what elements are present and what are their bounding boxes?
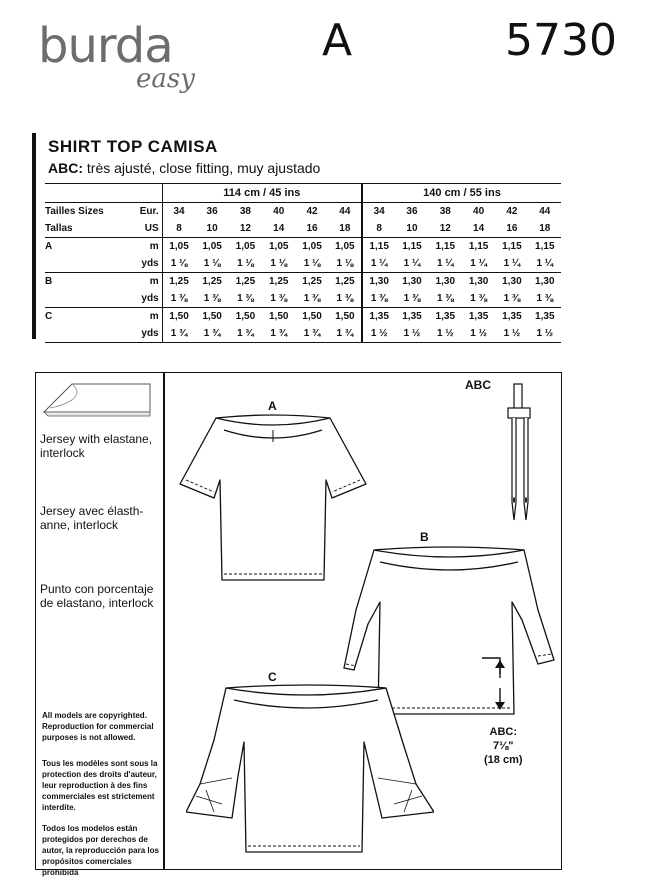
needle-label: ABC [465, 378, 491, 392]
amount-cell: 1,35 [535, 311, 555, 322]
yardage-rows [45, 238, 561, 343]
amount-cell: 1 ⅛ [195, 255, 228, 273]
eur-size: 38 [439, 206, 451, 217]
yardage-table [45, 183, 561, 343]
amount-cell: 1,35 [435, 311, 456, 322]
pattern-number: 5730 [505, 15, 617, 66]
amount-cell: 1 ⅜ [462, 290, 495, 308]
fabric-en: Jersey with elastane, interlock [40, 432, 153, 460]
amount-cell: 1 ¼ [362, 255, 395, 273]
amount-cell: 1,15 [468, 241, 489, 252]
yardage-row [45, 308, 561, 326]
us-size: 10 [395, 220, 428, 238]
copyright-fr: Tous les modèles sont sous la protection des droits d'auteur, leur reproduction à des fins commerciales est strictement interdite. [42, 759, 158, 812]
amount-cell: 1 ½ [395, 325, 428, 343]
us-size: 12 [429, 220, 462, 238]
amount-cell: 1,30 [502, 276, 522, 287]
view-letter-cell [45, 325, 114, 343]
amount-cell: 1,05 [169, 241, 189, 252]
us-size: 10 [195, 220, 228, 238]
eur-size: 36 [406, 206, 418, 217]
fabric-fr: Jersey avec élasth-anne, interlock [40, 504, 144, 532]
yardage-row [45, 290, 561, 308]
amount-cell: 1 ¼ [429, 255, 462, 273]
amount-cell: 1 ½ [462, 325, 495, 343]
amount-cell: 1 ⅜ [262, 290, 295, 308]
amount-cell: 1,50 [202, 311, 222, 322]
amount-cell: 1,25 [329, 273, 362, 291]
amount-cell: 1,35 [402, 311, 422, 322]
eur-size: 40 [473, 206, 485, 217]
unit-cell: yds [114, 325, 162, 343]
amount-cell: 1 ¾ [229, 325, 262, 343]
fabric-es: Punto con porcentaje de elastano, interlock [40, 582, 154, 610]
amount-cell: 1 ⅛ [262, 255, 295, 273]
amount-cell: 1,25 [202, 276, 222, 287]
view-letter-cell: C [45, 311, 53, 322]
length-label [484, 725, 523, 767]
brand-subline: easy [136, 64, 195, 94]
amount-cell: 1,05 [329, 238, 362, 256]
unit-cell: yds [114, 255, 162, 273]
twin-needle-icon [500, 382, 540, 528]
amount-cell: 1 ⅜ [362, 290, 395, 308]
view-c-label: C [268, 670, 277, 684]
amount-cell: 1,30 [468, 276, 489, 287]
amount-cell: 1 ⅜ [195, 290, 228, 308]
us-size: 14 [462, 220, 495, 238]
view-letter-cell [45, 255, 114, 273]
us-label: US [114, 220, 162, 238]
amount-cell: 1,50 [302, 311, 322, 322]
unit-cell: m [114, 308, 162, 326]
copyright-es: Todos los modelos están protegidos por derechos de autor, la reproducción para los propósitos comerciales prohibida [42, 824, 159, 877]
length-inches: 7⅛" [493, 740, 514, 752]
us-size: 18 [529, 220, 561, 238]
garment-title: SHIRT TOP CAMISA [48, 137, 218, 156]
amount-cell: 1 ⅜ [295, 290, 328, 308]
amount-cell: 1 ¾ [329, 325, 362, 343]
view-letter-cell [45, 290, 114, 308]
amount-cell: 1,35 [502, 311, 522, 322]
amount-cell: 1 ¼ [495, 255, 528, 273]
eur-label: Eur. [114, 203, 162, 221]
fit-prefix: ABC: [48, 160, 83, 176]
sizes-label-es: Tallas [45, 220, 114, 238]
amount-cell: 1,30 [369, 276, 389, 287]
amount-cell: 1,25 [169, 276, 189, 287]
amount-cell: 1 ⅜ [329, 290, 362, 308]
amount-cell: 1 ⅛ [162, 255, 195, 273]
us-size: 12 [229, 220, 262, 238]
amount-cell: 1 ⅜ [429, 290, 462, 308]
amount-cell: 1 ¾ [262, 325, 295, 343]
eur-size: 44 [539, 206, 551, 217]
amount-cell: 1,15 [502, 241, 522, 252]
fabric-width-114: 114 cm / 45 ins [162, 184, 362, 203]
amount-cell: 1 ½ [529, 325, 561, 343]
amount-cell: 1,15 [535, 241, 555, 252]
eur-size: 42 [306, 206, 318, 217]
amount-cell: 1 ⅜ [229, 290, 262, 308]
unit-cell: m [114, 238, 162, 256]
brand-name: burda [38, 18, 173, 74]
yardage-row [45, 325, 561, 343]
sizes-label: Tailles Sizes [45, 206, 104, 217]
copyright-en: All models are copyrighted. Reproduction for commercial purposes is not allowed. [42, 711, 154, 742]
amount-cell: 1 ¾ [295, 325, 328, 343]
yardage-row [45, 255, 561, 273]
yardage-row [45, 238, 561, 256]
view-a-label: A [268, 399, 277, 413]
us-size: 16 [295, 220, 328, 238]
amount-cell: 1 ⅜ [162, 290, 195, 308]
eur-size: 34 [373, 206, 385, 217]
title-bar [32, 133, 36, 339]
yardage-row [45, 273, 561, 291]
amount-cell: 1,50 [169, 311, 189, 322]
amount-cell: 1 ¾ [195, 325, 228, 343]
amount-cell: 1 ¼ [462, 255, 495, 273]
amount-cell: 1 ⅜ [495, 290, 528, 308]
amount-cell: 1 ⅛ [329, 255, 362, 273]
amount-cell: 1 ½ [362, 325, 395, 343]
amount-cell: 1,05 [235, 241, 256, 252]
view-letter-cell: A [45, 241, 53, 252]
eur-size: 42 [506, 206, 518, 217]
view-c-drawing [186, 680, 434, 858]
us-size: 8 [362, 220, 395, 238]
amount-cell: 1 ⅛ [295, 255, 328, 273]
amount-cell: 1 ⅛ [229, 255, 262, 273]
amount-cell: 1,35 [468, 311, 489, 322]
amount-cell: 1,30 [402, 276, 422, 287]
amount-cell: 1,50 [235, 311, 256, 322]
burda-logo [38, 18, 208, 100]
amount-cell: 1,15 [435, 241, 456, 252]
amount-cell: 1,05 [202, 241, 222, 252]
fit-description [48, 159, 320, 177]
amount-cell: 1 ½ [429, 325, 462, 343]
eur-size: 36 [206, 206, 218, 217]
eur-size: 34 [173, 206, 185, 217]
amount-cell: 1,05 [302, 241, 322, 252]
amount-cell: 1,15 [402, 241, 422, 252]
fit-text: très ajusté, close fitting, muy ajustado [83, 160, 321, 176]
view-a-drawing [176, 410, 370, 592]
amount-cell: 1,25 [235, 276, 256, 287]
amount-cell: 1,25 [302, 276, 322, 287]
amount-cell: 1 ⅜ [529, 290, 561, 308]
amount-cell: 1,30 [435, 276, 456, 287]
amount-cell: 1 ⅜ [395, 290, 428, 308]
length-indicator-icon [478, 650, 518, 720]
amount-cell: 1,50 [329, 308, 362, 326]
fabric-width-140: 140 cm / 55 ins [362, 184, 561, 203]
unit-cell: yds [114, 290, 162, 308]
amount-cell: 1 ¼ [529, 255, 561, 273]
eur-size: 38 [239, 206, 251, 217]
amount-cell: 1 ¾ [162, 325, 195, 343]
eur-size: 44 [329, 203, 362, 221]
view-b-label: B [420, 530, 429, 544]
amount-cell: 1,05 [268, 241, 289, 252]
us-size: 18 [329, 220, 362, 238]
view-letter: A [322, 15, 353, 66]
panel-divider [163, 372, 165, 870]
us-size: 8 [162, 220, 195, 238]
eur-size: 40 [273, 206, 285, 217]
view-letter-cell: B [45, 276, 53, 287]
amount-cell: 1 ½ [495, 325, 528, 343]
us-size: 14 [262, 220, 295, 238]
us-size: 16 [495, 220, 528, 238]
amount-cell: 1,35 [369, 311, 389, 322]
amount-cell: 1 ¼ [395, 255, 428, 273]
length-cm: (18 cm) [484, 754, 523, 766]
amount-cell: 1,15 [369, 241, 389, 252]
unit-cell: m [114, 273, 162, 291]
length-views: ABC: [489, 726, 518, 738]
fabric-bolt-icon [42, 378, 152, 418]
amount-cell: 1,50 [268, 311, 289, 322]
amount-cell: 1,25 [268, 276, 289, 287]
amount-cell: 1,30 [535, 276, 555, 287]
